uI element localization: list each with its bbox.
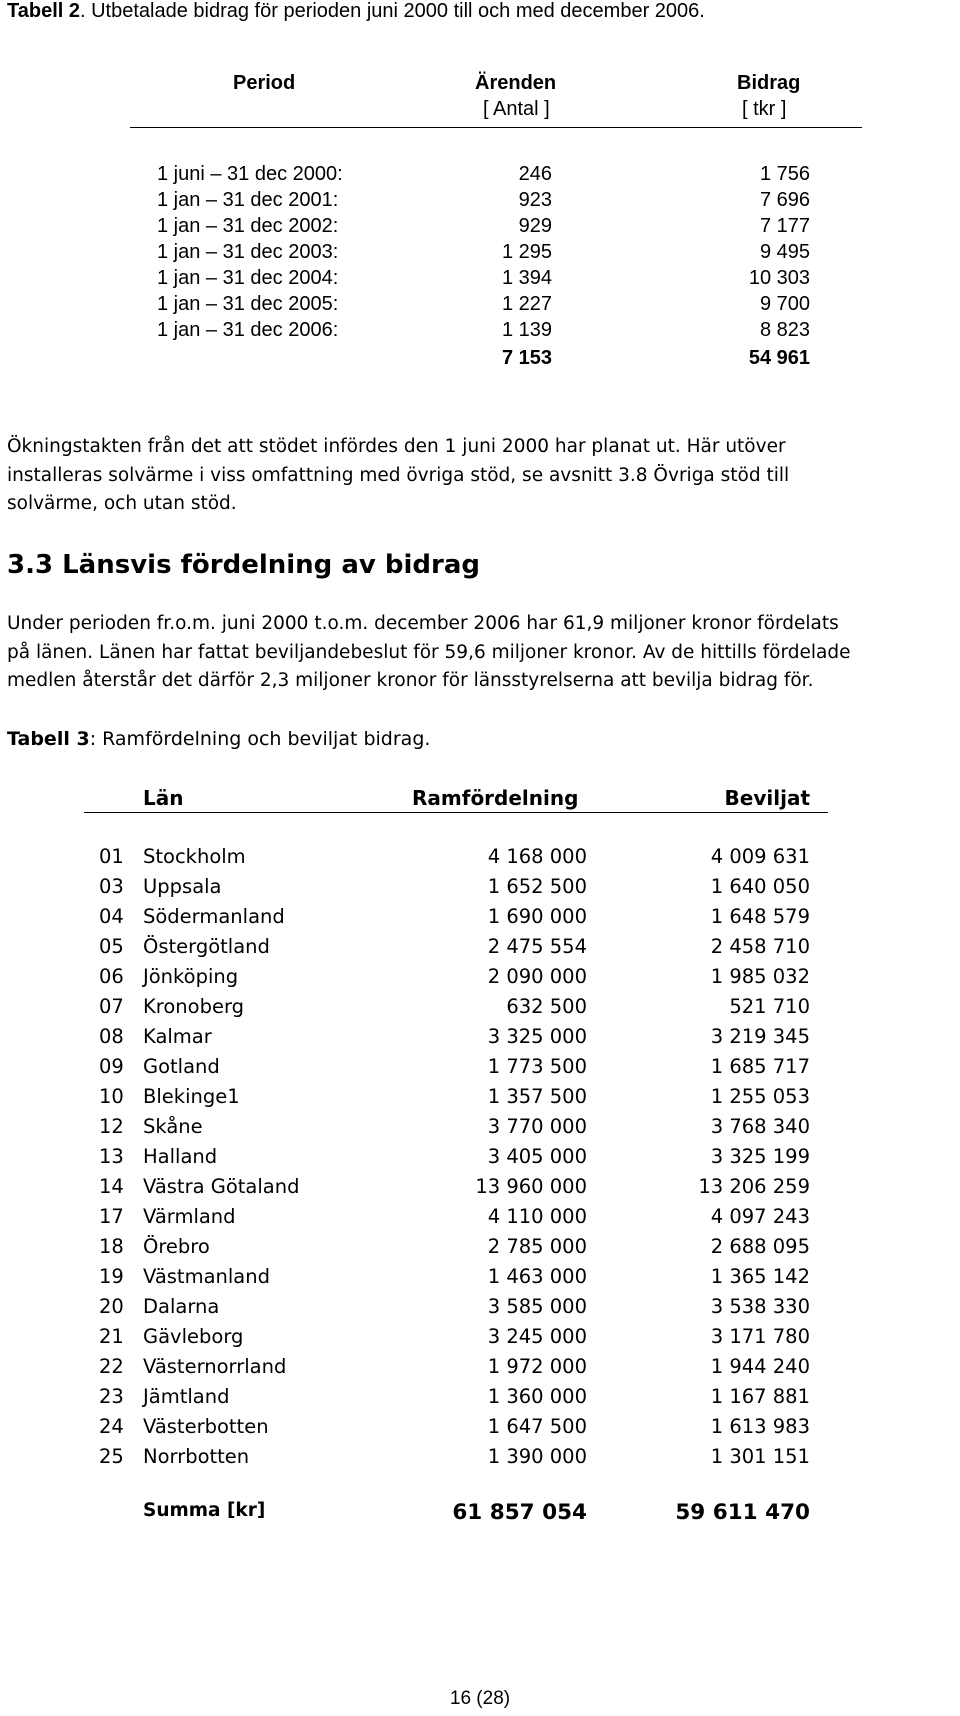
table-row — [0, 1115, 960, 1143]
table-row — [0, 1385, 960, 1413]
antal-cell: 1 227 — [501, 293, 552, 315]
bev-cell: 3 768 340 — [710, 1115, 810, 1138]
table3-header-ram: Ramfördelning — [412, 786, 579, 810]
bev-cell: 1 167 881 — [710, 1385, 810, 1408]
table2-header-arenden: Ärenden — [475, 72, 557, 94]
table2-header-arenden-unit: [ Antal ] — [483, 98, 550, 120]
lan-code-cell: 18 — [99, 1235, 124, 1258]
tkr-cell: 9 700 — [759, 293, 810, 315]
table-row — [0, 189, 960, 215]
lan-code-cell: 10 — [99, 1085, 124, 1108]
ram-cell: 2 475 554 — [487, 935, 587, 958]
lan-name-cell: Gävleborg — [143, 1325, 244, 1348]
lan-name-cell: Jönköping — [143, 965, 239, 988]
lan-code-cell: 06 — [99, 965, 124, 988]
bev-cell: 3 219 345 — [710, 1025, 810, 1048]
table2-caption-text: . Utbetalade bidrag för perioden juni 2000 till och med december 2006. — [80, 0, 705, 22]
paragraph-line: på länen. Länen har fattat beviljandebeslut för 59,6 miljoner kronor. Av de hittills fördelade — [7, 641, 851, 663]
lan-name-cell: Blekinge1 — [143, 1085, 240, 1108]
lan-name-cell: Örebro — [143, 1235, 210, 1258]
ram-cell: 1 647 500 — [487, 1415, 587, 1438]
bev-cell: 1 648 579 — [710, 905, 810, 928]
lan-code-cell: 17 — [99, 1205, 124, 1228]
lan-name-cell: Västra Götaland — [143, 1175, 300, 1198]
lan-code-cell: 21 — [99, 1325, 124, 1348]
lan-code-cell: 08 — [99, 1025, 124, 1048]
table-row — [0, 845, 960, 873]
table-row — [0, 1025, 960, 1053]
ram-cell: 4 168 000 — [487, 845, 587, 868]
bev-cell: 3 171 780 — [710, 1325, 810, 1348]
lan-name-cell: Norrbotten — [143, 1445, 250, 1468]
table-row — [0, 1175, 960, 1203]
table-row — [0, 1325, 960, 1353]
table-row — [0, 1265, 960, 1293]
bev-cell: 1 685 717 — [710, 1055, 810, 1078]
ram-cell: 3 325 000 — [487, 1025, 587, 1048]
lan-code-cell: 24 — [99, 1415, 124, 1438]
table3-caption-label: Tabell 3 — [7, 728, 90, 750]
ram-cell: 1 357 500 — [487, 1085, 587, 1108]
lan-code-cell: 19 — [99, 1265, 124, 1288]
ram-cell: 3 405 000 — [487, 1145, 587, 1168]
lan-name-cell: Östergötland — [143, 935, 270, 958]
lan-code-cell: 09 — [99, 1055, 124, 1078]
page-number: 16 (28) — [449, 1688, 511, 1709]
ram-cell: 1 690 000 — [487, 905, 587, 928]
tkr-cell: 1 756 — [759, 163, 810, 185]
period-cell: 1 jan – 31 dec 2003: — [157, 241, 339, 263]
lan-code-cell: 01 — [99, 845, 124, 868]
table-row — [0, 1295, 960, 1323]
total-antal-cell: 7 153 — [501, 347, 552, 369]
antal-cell: 1 295 — [501, 241, 552, 263]
ram-cell: 3 770 000 — [487, 1115, 587, 1138]
total-tkr-cell: 54 961 — [748, 347, 810, 369]
tkr-cell: 10 303 — [748, 267, 810, 289]
bev-cell: 2 458 710 — [710, 935, 810, 958]
table2-header-bidrag: Bidrag — [737, 72, 801, 94]
table-row — [0, 1205, 960, 1233]
ram-cell: 1 360 000 — [487, 1385, 587, 1408]
lan-name-cell: Stockholm — [143, 845, 246, 868]
tkr-cell: 9 495 — [759, 241, 810, 263]
lan-name-cell: Kronoberg — [143, 995, 245, 1018]
paragraph-line: solvärme, och utan stöd. — [7, 493, 237, 515]
ram-cell: 3 245 000 — [487, 1325, 587, 1348]
ram-cell: 2 090 000 — [487, 965, 587, 988]
lan-name-cell: Skåne — [143, 1115, 203, 1138]
ram-cell: 1 463 000 — [487, 1265, 587, 1288]
table3-header-bev: Beviljat — [724, 786, 810, 810]
table-row — [0, 293, 960, 319]
bev-cell: 1 985 032 — [710, 965, 810, 988]
ram-cell: 4 110 000 — [487, 1205, 587, 1228]
table-row — [0, 965, 960, 993]
lan-name-cell: Västmanland — [143, 1265, 270, 1288]
ram-cell: 13 960 000 — [475, 1175, 587, 1198]
antal-cell: 246 — [518, 163, 552, 185]
ram-cell: 1 652 500 — [487, 875, 587, 898]
section-heading: 3.3 Länsvis fördelning av bidrag — [7, 550, 481, 580]
table3-caption-text: : Ramfördelning och beviljat bidrag. — [89, 728, 431, 750]
lan-code-cell: 23 — [99, 1385, 124, 1408]
table2-header-bidrag-unit: [ tkr ] — [742, 98, 787, 120]
table-row — [0, 935, 960, 963]
bev-cell: 1 613 983 — [710, 1415, 810, 1438]
lan-code-cell: 03 — [99, 875, 124, 898]
bev-cell: 1 365 142 — [710, 1265, 810, 1288]
table3-header-rule — [84, 812, 828, 813]
lan-name-cell: Värmland — [143, 1205, 236, 1228]
table2-caption-label: Tabell 2 — [7, 0, 80, 22]
table-row — [0, 267, 960, 293]
bev-cell: 3 325 199 — [710, 1145, 810, 1168]
antal-cell: 923 — [518, 189, 552, 211]
bev-cell: 1 944 240 — [710, 1355, 810, 1378]
table-row — [0, 875, 960, 903]
table-row — [0, 319, 960, 345]
ram-cell: 2 785 000 — [487, 1235, 587, 1258]
bev-cell: 1 640 050 — [710, 875, 810, 898]
lan-code-cell: 12 — [99, 1115, 124, 1138]
lan-name-cell: Gotland — [143, 1055, 220, 1078]
period-cell: 1 jan – 31 dec 2005: — [157, 293, 339, 315]
sum-ram-cell: 61 857 054 — [452, 1500, 587, 1525]
lan-code-cell: 07 — [99, 995, 124, 1018]
bev-cell: 1 301 151 — [710, 1445, 810, 1468]
table-row — [0, 1145, 960, 1173]
sum-label: Summa [kr] — [143, 1500, 266, 1521]
period-cell: 1 jan – 31 dec 2004: — [157, 267, 339, 289]
period-cell: 1 jan – 31 dec 2001: — [157, 189, 339, 211]
table2-total-row — [0, 347, 960, 373]
bev-cell: 521 710 — [729, 995, 810, 1018]
lan-name-cell: Västernorrland — [143, 1355, 287, 1378]
lan-name-cell: Västerbotten — [143, 1415, 269, 1438]
lan-name-cell: Halland — [143, 1145, 218, 1168]
ram-cell: 1 972 000 — [487, 1355, 587, 1378]
paragraph-line: Under perioden fr.o.m. juni 2000 t.o.m. december 2006 har 61,9 miljoner kronor fördelats — [7, 613, 839, 634]
table3-sum-row — [0, 1500, 960, 1530]
paragraph-line: medlen återstår det därför 2,3 miljoner kronor för länsstyrelserna att bevilja bidrag för. — [7, 670, 814, 692]
ram-cell: 632 500 — [506, 995, 587, 1018]
period-cell: 1 juni – 31 dec 2000: — [157, 163, 343, 185]
table-row — [0, 241, 960, 267]
table2-caption — [7, 0, 705, 23]
table-row — [0, 1055, 960, 1083]
lan-code-cell: 13 — [99, 1145, 124, 1168]
paragraph-distribution — [7, 610, 955, 696]
lan-name-cell: Uppsala — [143, 875, 222, 898]
lan-name-cell: Södermanland — [143, 905, 285, 928]
table-row — [0, 163, 960, 189]
lan-code-cell: 20 — [99, 1295, 124, 1318]
table3-caption — [7, 728, 430, 750]
bev-cell: 2 688 095 — [710, 1235, 810, 1258]
antal-cell: 1 139 — [501, 319, 552, 341]
period-cell: 1 jan – 31 dec 2006: — [157, 319, 339, 341]
lan-code-cell: 22 — [99, 1355, 124, 1378]
table-row — [0, 1415, 960, 1443]
paragraph-line: Ökningstakten från det att stödet infördes den 1 juni 2000 har planat ut. Här utöver — [7, 436, 786, 457]
table-row — [0, 1235, 960, 1263]
ram-cell: 1 390 000 — [487, 1445, 587, 1468]
ram-cell: 3 585 000 — [487, 1295, 587, 1318]
bev-cell: 1 255 053 — [710, 1085, 810, 1108]
table-row — [0, 1355, 960, 1383]
lan-name-cell: Jämtland — [143, 1385, 230, 1408]
table2-header-period: Period — [233, 72, 296, 94]
bev-cell: 3 538 330 — [710, 1295, 810, 1318]
table-row — [0, 1445, 960, 1473]
tkr-cell: 7 696 — [759, 189, 810, 211]
period-cell: 1 jan – 31 dec 2002: — [157, 215, 339, 237]
lan-name-cell: Dalarna — [143, 1295, 220, 1318]
paragraph-growth — [7, 433, 955, 519]
table-row — [0, 1085, 960, 1113]
bev-cell: 4 009 631 — [710, 845, 810, 868]
table3-header-lan: Län — [143, 786, 184, 810]
lan-code-cell: 04 — [99, 905, 124, 928]
sum-bev-cell: 59 611 470 — [675, 1500, 810, 1525]
tkr-cell: 7 177 — [759, 215, 810, 237]
bev-cell: 4 097 243 — [710, 1205, 810, 1228]
lan-code-cell: 05 — [99, 935, 124, 958]
lan-name-cell: Kalmar — [143, 1025, 212, 1048]
tkr-cell: 8 823 — [759, 319, 810, 341]
table-row — [0, 905, 960, 933]
lan-code-cell: 25 — [99, 1445, 124, 1468]
table2-header-rule — [130, 127, 862, 128]
table-row — [0, 995, 960, 1023]
antal-cell: 1 394 — [501, 267, 552, 289]
antal-cell: 929 — [518, 215, 552, 237]
paragraph-line: installeras solvärme i viss omfattning med övriga stöd, se avsnitt 3.8 Övriga stöd till — [7, 464, 790, 486]
bev-cell: 13 206 259 — [698, 1175, 810, 1198]
lan-code-cell: 14 — [99, 1175, 124, 1198]
ram-cell: 1 773 500 — [487, 1055, 587, 1078]
table-row — [0, 215, 960, 241]
